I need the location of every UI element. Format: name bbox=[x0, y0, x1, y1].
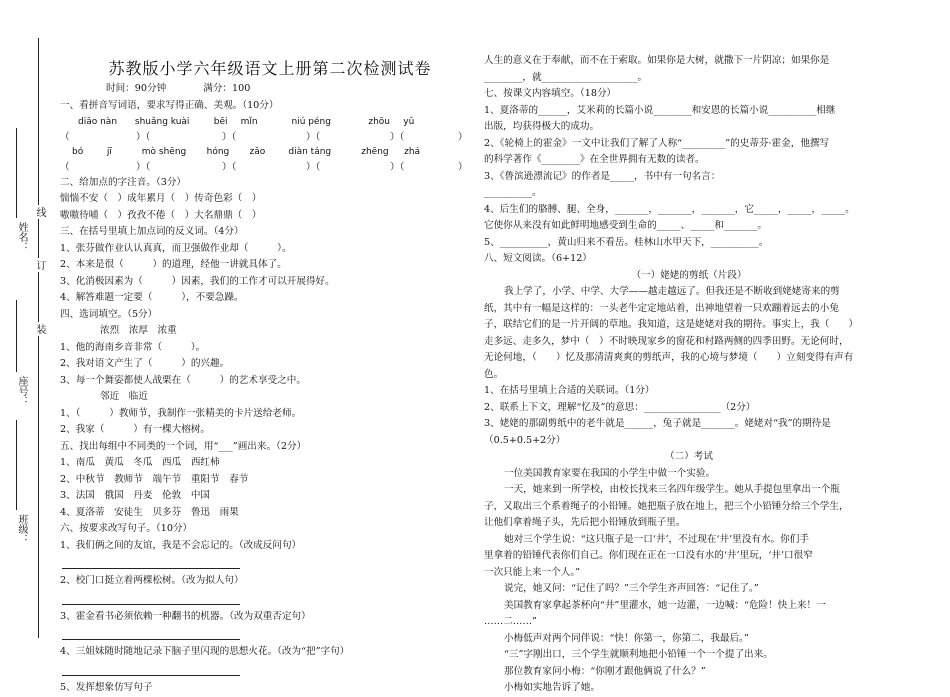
answer-line[interactable] bbox=[62, 592, 240, 605]
question-line: 嗷嗷待哺（ ）孜孜不倦（ ）大名鼎鼎（ ） bbox=[60, 209, 262, 221]
answer-line[interactable] bbox=[62, 663, 240, 676]
word-choices: 邻近 临近 bbox=[100, 391, 148, 402]
question-line: 它使你从来没有如此鲜明地感受到生命的_____、_____和_______。 bbox=[484, 220, 768, 231]
question-line: 4、夏洛蒂 安徒生 贝多芬 鲁迅 雨果 bbox=[60, 506, 239, 518]
pinyin: hóng bbox=[206, 146, 230, 157]
question-line: 4、解答难题一定要（ ），不要急躁。 bbox=[60, 292, 244, 303]
passage-2-title: （二）考试 bbox=[665, 451, 713, 462]
question-line: 2、中秋节 教师节 端午节 重阳节 春节 bbox=[60, 473, 249, 485]
passage-line: 让他们拿着绳子头，先后把小铅锤放到瓶子里。 bbox=[484, 517, 686, 528]
question-line: 的科学著作《________》在全世界拥有无数的读者。 bbox=[484, 154, 705, 165]
pinyin-row-1 bbox=[60, 115, 480, 130]
pinyin: zhēng bbox=[361, 146, 389, 157]
section-3-heading: 三、在括号里填上加点词的反义词。（4分） bbox=[60, 226, 244, 237]
word-choices: 浓烈 浓厚 浓重 bbox=[100, 325, 177, 336]
question-line: 4、后生们的胳膊、腿、全身，_______，_______，_______，它_____，_____，_____。 bbox=[484, 203, 855, 215]
passage-line: “三”字刚出口，三个学生就顺利地把小铅锤一个一个提了出来。 bbox=[504, 649, 773, 660]
name-blank[interactable] bbox=[16, 128, 17, 218]
question-line: 4、三姐妹随时随地记录下脑子里闪现的思想火花。（改为“把”字句） bbox=[60, 646, 350, 657]
pinyin: shuǎng kuài bbox=[134, 116, 190, 127]
pinyin: niú péng bbox=[291, 116, 331, 127]
question-line: 2、《轮椅上的霍金》一文中让我们了解了人称“_________”的史蒂芬·霍金，他撰写 bbox=[484, 137, 830, 149]
question-line: 1、在括号里填上合适的关联词。（1分） bbox=[484, 385, 655, 396]
answer-line[interactable] bbox=[62, 627, 240, 640]
pinyin: diàn táng bbox=[288, 146, 332, 157]
passage-line: 美国教育家拿起茶杯向“井”里灌水，她一边灌，一边喊：“危险！快上来！一 bbox=[504, 599, 826, 611]
question-line: 2、本来是很（ ）的道理，经他一讲就具体了。 bbox=[60, 259, 287, 270]
question-line: 出版，均获得极大的成功。 bbox=[484, 121, 600, 132]
question-line: 3、每一个舞姿都使人战栗在（ ）的艺术享受之中。 bbox=[60, 374, 306, 386]
question-line: 5、__________，黄山归来不看岳。桂林山水甲天下，__________。 bbox=[484, 236, 769, 248]
pinyin: zǎo bbox=[249, 146, 266, 157]
passage-line: 里拿着的铅锤代表你们自己。你们现在正在一口没有水的‘井’里玩，‘井’口很窄 bbox=[484, 550, 813, 561]
binding-margin bbox=[0, 0, 48, 671]
question-line: 3、法国 俄国 丹麦 伦敦 中国 bbox=[60, 490, 211, 501]
cut-mark-staple: 订 bbox=[34, 260, 45, 270]
left-column bbox=[60, 0, 480, 696]
pinyin: bēi bbox=[213, 116, 228, 127]
passage-line: 子，联结它们的是一片开阔的草地。我知道，这是姥姥对我的期待。事实上，我（ ） bbox=[484, 319, 859, 330]
passage-line: 我上学了，小学、中学、大学——越走越远了。但我还是不断收到姥姥寄来的剪 bbox=[504, 286, 840, 297]
pinyin: mò shēng bbox=[141, 146, 187, 157]
question-line: 3、《鲁滨逊漂流记》的作者是_____，书中有一句名言： bbox=[484, 170, 721, 182]
class-label: 班级： bbox=[16, 514, 27, 544]
pinyin: bó bbox=[72, 146, 84, 157]
question-line: 惴惴不安（ ）成年累月（ ）传奇色彩（ ） bbox=[60, 193, 262, 204]
pinyin: jī bbox=[106, 146, 112, 157]
pinyin: mǐn bbox=[240, 116, 258, 127]
pinyin: zhōu bbox=[368, 116, 391, 127]
passage-line: 一天，她来到一所学校，由校长找来三名四年级学生。她从手提包里拿出一个瓶 bbox=[504, 484, 840, 495]
exam-score: 满分：100 bbox=[203, 83, 251, 94]
section-7-heading: 七、按课文内容填空。（18分） bbox=[484, 88, 617, 99]
pinyin: diāo nàn bbox=[78, 116, 118, 127]
question-line: 1、我们俩之间的友谊，我是不会忘记的。（改成反问句） bbox=[60, 539, 302, 551]
text-line: ________，就____________________。 bbox=[484, 71, 648, 83]
page-title: 苏教版小学六年级语文上册第二次检测试卷 bbox=[108, 59, 432, 78]
section-8-heading: 八、短文阅读。（6+12） bbox=[484, 253, 592, 264]
passage-line: 说完，她又问：“记住了吗？”三个学生齐声回答：“记住了。” bbox=[504, 583, 759, 594]
question-line: （0.5+0.5+2分） bbox=[484, 434, 566, 446]
cut-mark-bind: 装 bbox=[34, 324, 45, 334]
binding-line bbox=[38, 38, 39, 638]
answer-line[interactable] bbox=[62, 556, 240, 569]
passage-line: 色。 bbox=[484, 368, 504, 380]
passage-line: 一位美国教育家要在我国的小学生中做一个实验。 bbox=[504, 467, 716, 479]
exam-time: 时间：90分钟 bbox=[106, 83, 167, 94]
passage-line: 小梅如实地告诉了她。 bbox=[504, 682, 600, 693]
pinyin: zhá bbox=[404, 146, 421, 157]
passage-1-title: （一）姥姥的剪纸（片段） bbox=[631, 269, 747, 281]
passage-line: 走多远、走多久，梦中（ ）不时映现家乡的窗花和村路两侧的四季田野。无论何时， bbox=[484, 335, 849, 347]
seat-blank[interactable] bbox=[16, 300, 17, 372]
passage-line: 她对三个学生说：“这只瓶子是一口‘井’，不过现在‘井’里没有水。你们手 bbox=[504, 533, 809, 545]
question-line: 3、化消极因素为（ ）因素，我们的工作才可以开展得好。 bbox=[60, 275, 335, 287]
answer-boxes-row-1[interactable]: （ ）（ ）（ ）（ ）（ ） bbox=[60, 131, 468, 143]
seat-label: 座号： bbox=[16, 376, 27, 406]
pinyin: yǔ bbox=[403, 116, 415, 127]
passage-line: 那位教育家问小梅：“你刚才跟他俩说了什么？” bbox=[504, 665, 706, 677]
answer-boxes-row-2[interactable]: （ ）（ ）（ ）（ ）（ ） bbox=[60, 161, 468, 173]
question-line: 1、（ ）教师节，我制作一张精美的卡片送给老师。 bbox=[60, 407, 302, 419]
question-line: 1、他的海南乡音非常（ ）。 bbox=[60, 341, 206, 353]
question-line: 5、发挥想象仿写句子 bbox=[60, 681, 153, 693]
section-2-heading: 二、给加点的字注音。（3分） bbox=[60, 176, 187, 188]
passage-line: 一次只能上来一个人。” bbox=[484, 566, 581, 578]
passage-line: 子，又取出三个系着绳子的小铅锤。她把瓶子放在地上，把三个小铅锤分给三个学生， bbox=[484, 500, 849, 512]
right-column bbox=[484, 53, 894, 697]
question-line: 2、校门口挺立着两棵松树。（改为拟人句） bbox=[60, 575, 244, 586]
pinyin-row-2 bbox=[60, 145, 480, 160]
passage-line: 无论何地，（ ）忆及那清清爽爽的剪纸声，我的心境与梦境（ ）立刻变得有声有 bbox=[484, 352, 854, 363]
passage-line: 小梅低声对两个同伴说：“快！你第一，你第二，我最后。” bbox=[504, 632, 749, 644]
name-label: 姓名： bbox=[16, 222, 27, 252]
section-6-heading: 六、按要求改写句子。（10分） bbox=[60, 523, 193, 534]
question-line: __________。 bbox=[484, 187, 542, 198]
question-line: 1、南瓜 黄瓜 冬瓜 西瓜 西红柿 bbox=[60, 457, 220, 468]
exam-info bbox=[106, 80, 480, 98]
class-blank[interactable] bbox=[16, 420, 17, 510]
section-4-heading: 四、选词填空。（5分） bbox=[60, 308, 158, 320]
section-5-heading: 五、找出每组中不同类的一个词，用“___”画出来。（2分） bbox=[60, 440, 307, 452]
text-line: 人生的意义在于奉献，而不在于索取。如果你是大树，就撒下一片阴凉；如果你是 bbox=[484, 55, 830, 66]
section-1-heading: 一、看拼音写词语，要求写得正确、美观。（10分） bbox=[60, 100, 279, 111]
passage-line: ……二……” bbox=[484, 616, 537, 627]
question-line: 1、夏洛蒂的______，艾米莉的长篇小说________和安恩的长篇小说__________相继 bbox=[484, 104, 836, 116]
question-line: 3、姥姥的那副剪纸中的老牛就是______，兔子就是_______。姥姥对“我”的期待是 bbox=[484, 418, 831, 429]
question-line: 1、张芬做作业认认真真，而卫强做作业却（ ）。 bbox=[60, 242, 292, 254]
question-line: 2、我家（ ）有一棵大榕树。 bbox=[60, 424, 211, 435]
question-line: 2、我对语文产生了（ ）的兴趣。 bbox=[60, 358, 230, 369]
cut-mark-line: 线 bbox=[34, 207, 45, 217]
question-line: 2、联系上下文，理解“忆及”的意思：________________（2分） bbox=[484, 401, 756, 413]
passage-line: 纸，其中有一幅是这样的：一头老牛定定地站着，出神地望着一只欢蹦着远去的小兔 bbox=[484, 302, 839, 314]
question-line: 3、霍金看书必须依赖一种翻书的机器。（改为双重否定句） bbox=[60, 610, 311, 622]
